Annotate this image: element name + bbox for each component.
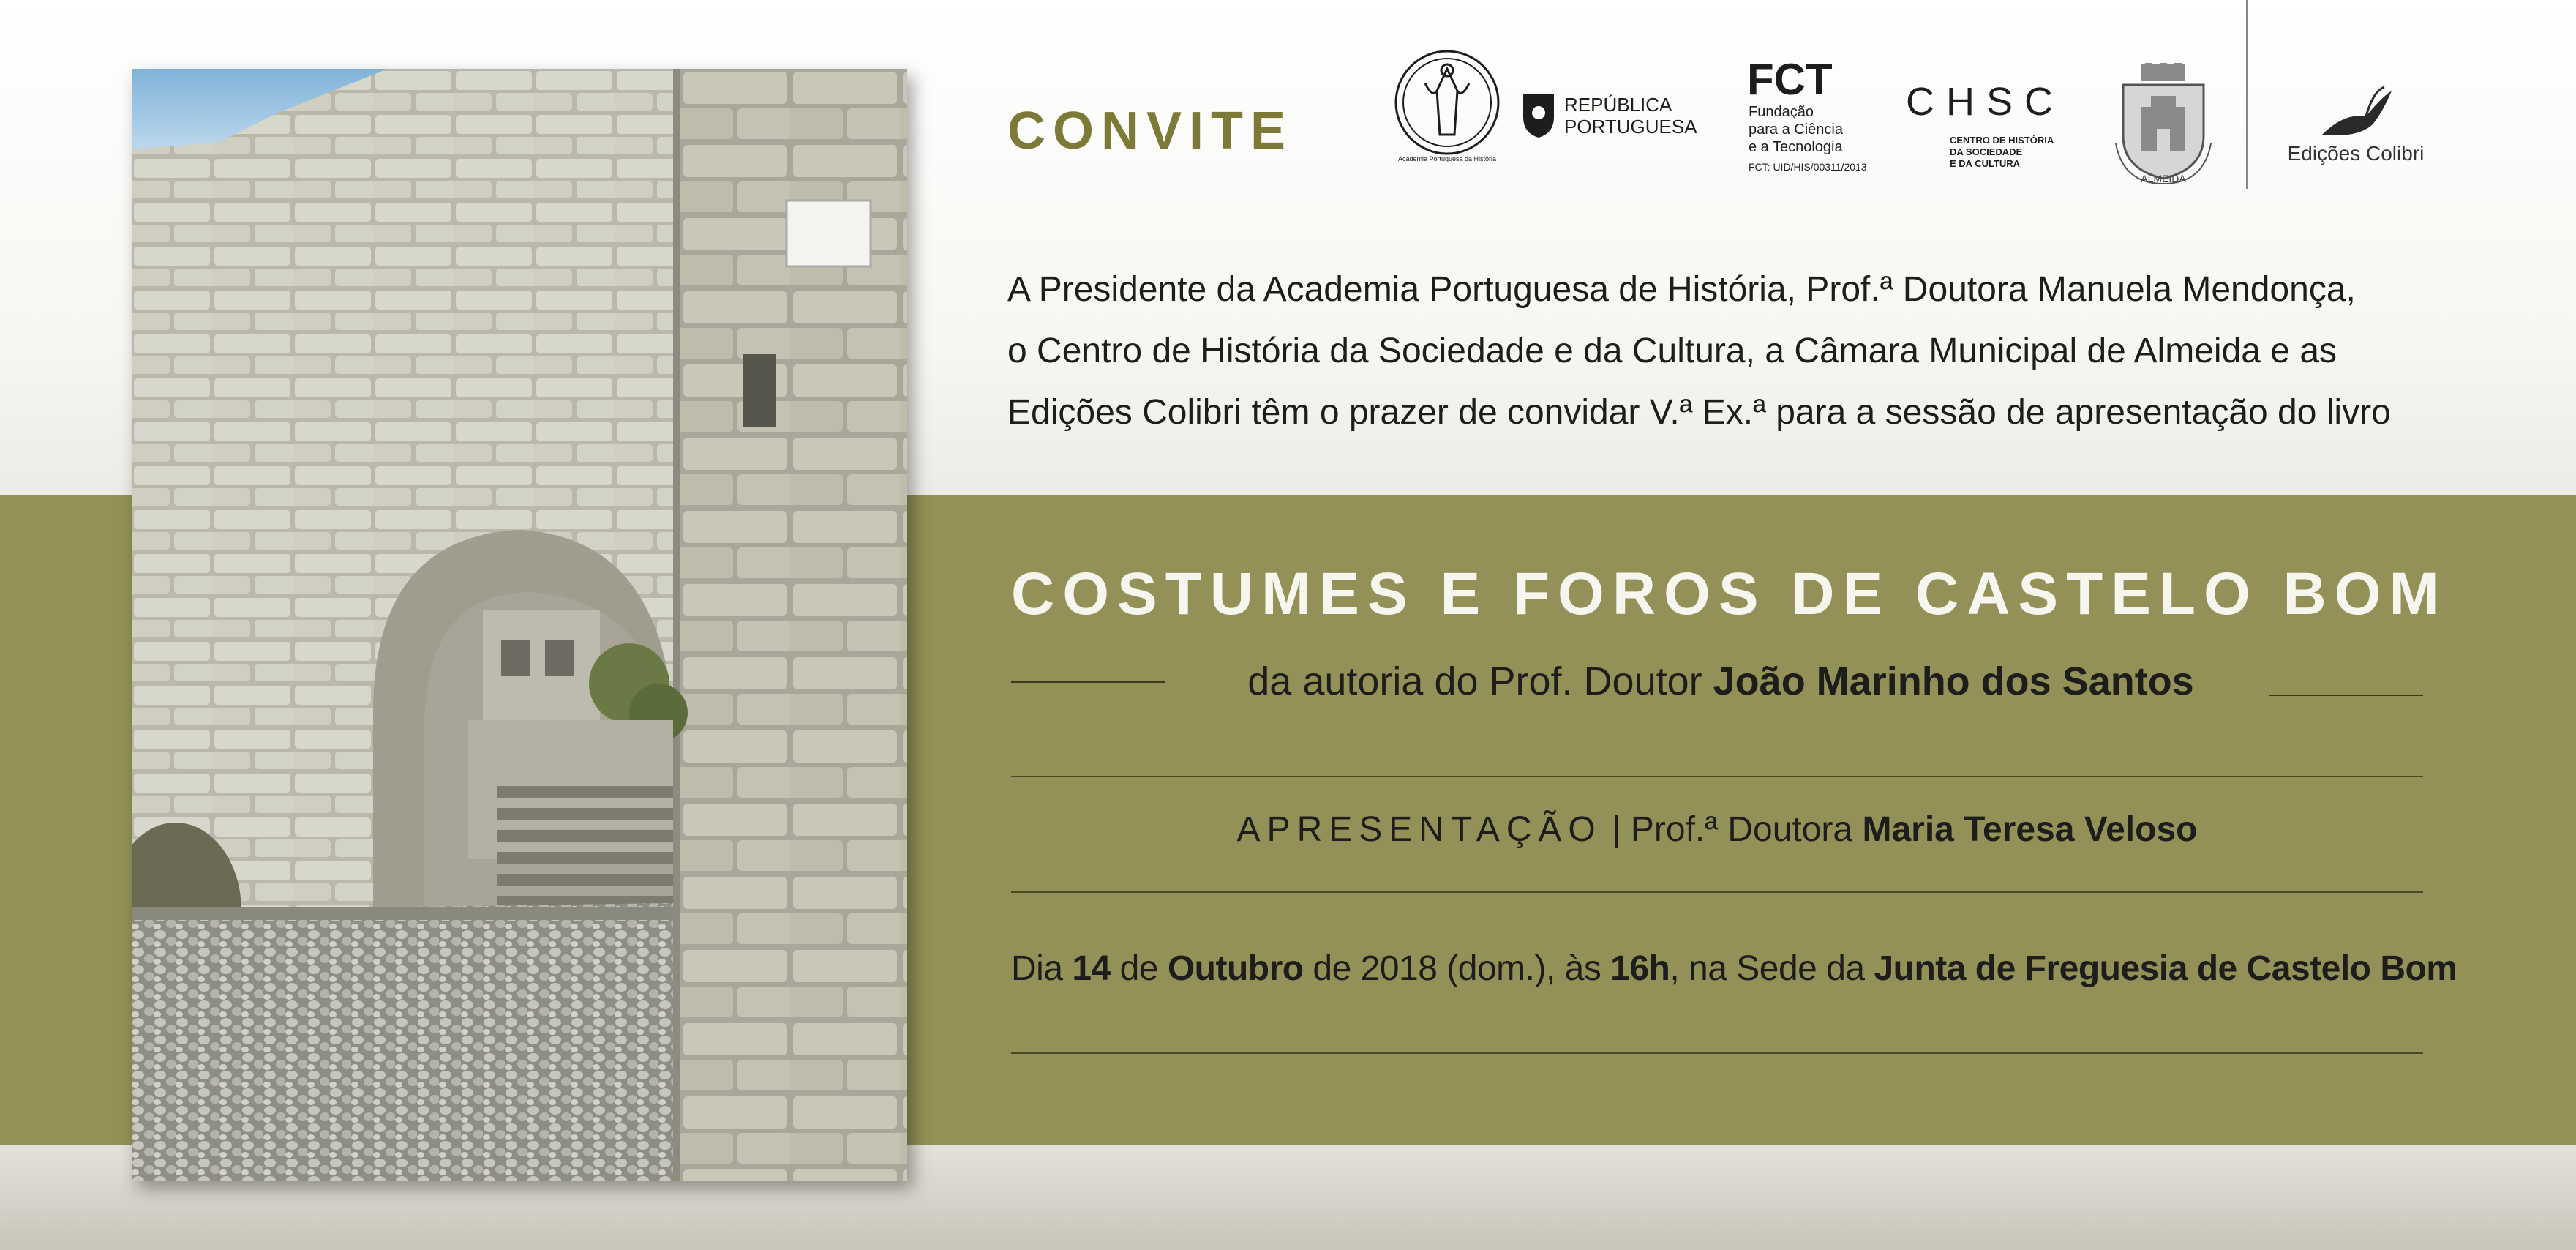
- event-day: 14: [1072, 949, 1111, 988]
- republica-line2: PORTUGUESA: [1564, 116, 1697, 138]
- book-title: COSTUMES E FOROS DE CASTELO BOM: [1011, 561, 2447, 627]
- chsc-logo: [1906, 79, 2074, 174]
- author-credit: [1187, 659, 2255, 704]
- chsc-line2: DA SOCIEDADE: [1950, 146, 2023, 157]
- academia-seal-logo: [1389, 47, 1506, 171]
- divider-3: [1011, 1052, 2423, 1054]
- author-rule-right: [2269, 695, 2423, 696]
- presentation-label: APRESENTAÇÃO: [1236, 810, 1602, 849]
- colibri-caption: Edições Colibri: [2287, 142, 2425, 165]
- event-details: [1011, 948, 2457, 989]
- presentation-line: [1011, 809, 2423, 850]
- event-place: Junta de Freguesia de Castelo Bom: [1874, 949, 2457, 988]
- hummingbird-icon: [2315, 83, 2395, 142]
- invitation-title: CONVITE: [1007, 102, 1293, 160]
- colibri-logo: [2283, 83, 2429, 186]
- fct-line1: Fundação: [1749, 104, 1814, 120]
- republica-line1: REPÚBLICA: [1564, 94, 1672, 116]
- divider-2: [1011, 891, 2423, 893]
- event-text-4: , na Sede da: [1670, 949, 1874, 988]
- fct-line3: e a Tecnologia: [1749, 139, 1843, 155]
- fct-line2: para a Ciência: [1749, 121, 1843, 138]
- author-row: [1011, 659, 2423, 725]
- fct-title: FCT: [1747, 55, 1833, 104]
- fct-logo: [1747, 55, 1867, 181]
- divider-1: [1011, 776, 2423, 777]
- fct-reference: FCT: UID/HIS/00311/2013: [1749, 161, 1867, 173]
- chsc-line3: E DA CULTURA: [1950, 158, 2021, 169]
- logo-divider: [2246, 0, 2248, 189]
- event-month: Outubro: [1167, 949, 1304, 988]
- almeida-crest-logo: [2109, 63, 2218, 187]
- intro-line-2: o Centro de História da Sociedade e da Cultura, a Câmara Municipal de Almeida e as: [1007, 332, 2337, 370]
- presenter-prefix: Prof.ª Doutora: [1630, 810, 1863, 849]
- intro-paragraph: [1007, 259, 2441, 444]
- author-rule-left: [1011, 681, 1165, 683]
- castle-gate-photo: [132, 69, 907, 1181]
- intro-line-1: A Presidente da Academia Portuguesa de História, Prof.ª Doutora Manuela Mendonça,: [1007, 270, 2356, 309]
- logo-strip: [1375, 42, 2429, 196]
- republica-emblem-icon: [1519, 91, 1558, 139]
- chsc-title: CHSC: [1906, 80, 2065, 124]
- event-text-3: de 2018 (dom.), às: [1303, 949, 1611, 988]
- chsc-line1: CENTRO DE HISTÓRIA: [1950, 135, 2054, 146]
- almeida-caption: ALMEIDA: [2141, 173, 2186, 184]
- author-prefix: da autoria do Prof. Doutor: [1247, 659, 1713, 703]
- author-name: João Marinho dos Santos: [1713, 659, 2194, 703]
- event-time: 16h: [1610, 949, 1670, 988]
- republica-portuguesa-logo: [1519, 91, 1709, 142]
- presenter-name: Maria Teresa Veloso: [1862, 810, 2198, 849]
- intro-line-3: Edições Colibri têm o prazer de convidar V.ª Ex.ª para a sessão de apresentação do livro: [1007, 393, 2391, 432]
- academia-seal-caption: Academia Portuguesa da História: [1397, 155, 1497, 162]
- presentation-separator: |: [1601, 810, 1631, 849]
- event-text-1: Dia: [1011, 949, 1073, 988]
- event-text-2: de: [1110, 949, 1168, 988]
